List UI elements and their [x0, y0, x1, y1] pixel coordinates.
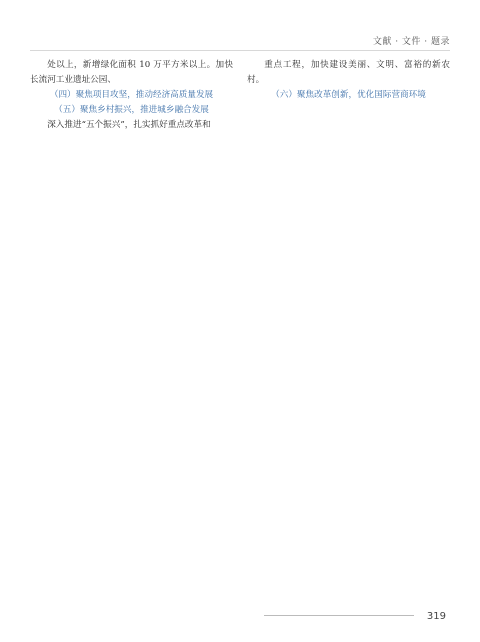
right-paragraph-1: 重点工程，加快建设美丽、文明、富裕的新农村。 — [247, 60, 450, 85]
section-heading-4: （四）聚焦项目攻坚，推动经济高质量发展 — [49, 90, 214, 100]
footer-divider — [264, 615, 414, 616]
two-column-body — [30, 58, 450, 598]
right-column — [247, 58, 450, 598]
left-paragraph-1: 处以上，新增绿化面积 10 万平方米以上。加快长流河工业遗址公园、 — [30, 60, 233, 85]
left-column — [30, 58, 233, 598]
running-header-tag: 文献 · 文件 · 题录 — [372, 37, 450, 47]
section-heading-6: （六）聚焦改革创新，优化国际营商环境 — [271, 90, 426, 100]
section-heading-5: （五）聚焦乡村振兴，推进城乡融合发展 — [54, 105, 209, 115]
page-number: 319 — [426, 611, 446, 622]
header-divider — [30, 50, 450, 51]
left-paragraph-5: 深入推进“五个振兴”，扎实抓好重点改革和 — [47, 120, 211, 130]
